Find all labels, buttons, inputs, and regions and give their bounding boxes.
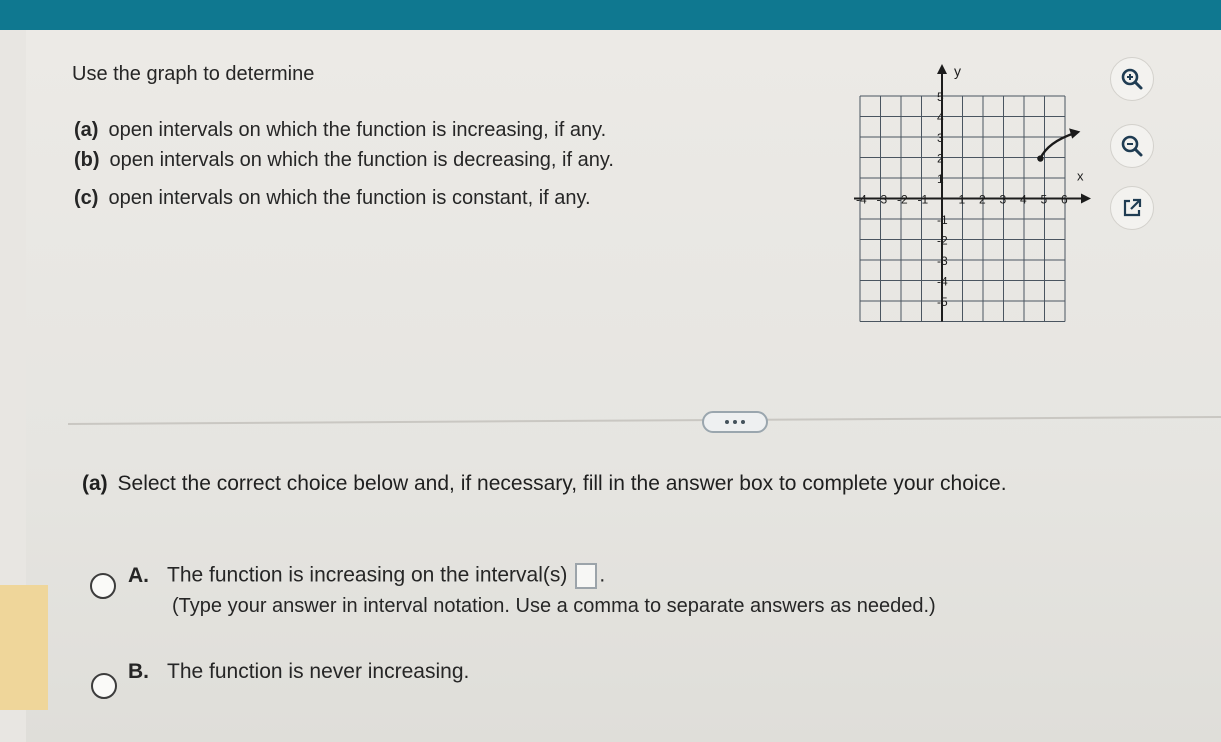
zoom-out-icon <box>1119 133 1145 159</box>
part-a-label: (a) <box>82 472 108 495</box>
option-a-note: (Type your answer in interval notation. Use a comma to separate answers as needed.) <box>172 595 936 617</box>
option-b[interactable] <box>128 660 469 684</box>
y-tick-label: 2 <box>937 151 944 166</box>
question-item-text: open intervals on which the function is decreasing, if any. <box>109 149 614 171</box>
y-tick-label: -2 <box>937 233 948 248</box>
x-tick-label: 3 <box>999 192 1007 207</box>
x-tick-label: 2 <box>979 192 986 207</box>
curve-arrow <box>1069 128 1080 138</box>
question-item-label: (b) <box>74 149 100 171</box>
question-item-text: open intervals on which the function is increasing, if any. <box>108 119 607 141</box>
y-tick-label: -3 <box>937 254 948 268</box>
question-highlight-marker <box>0 585 48 710</box>
y-tick-label: -5 <box>937 295 948 309</box>
option-a-suffix: . <box>599 563 606 587</box>
ellipsis-dot <box>741 420 745 424</box>
option-a-radio[interactable] <box>90 573 116 599</box>
external-link-icon <box>1120 196 1144 220</box>
zoom-out-button[interactable] <box>1110 124 1154 168</box>
y-axis-arrow <box>937 64 947 74</box>
x-axis-arrow <box>1081 194 1091 204</box>
popout-button[interactable] <box>1110 186 1154 230</box>
y-tick-label: -1 <box>937 213 948 227</box>
x-tick-label: -1 <box>917 192 929 207</box>
zoom-in-button[interactable] <box>1110 57 1154 101</box>
part-a-instruction <box>82 472 1007 496</box>
y-tick-label: -4 <box>937 274 948 289</box>
x-tick-label: -2 <box>897 192 908 207</box>
option-b-radio[interactable] <box>91 673 117 699</box>
function-graph <box>848 56 1098 331</box>
question-item-a <box>74 119 606 142</box>
x-tick-label: 4 <box>1020 192 1027 207</box>
ellipsis-dot <box>725 420 729 424</box>
option-b-text: The function is never increasing. <box>167 660 470 683</box>
x-axis-label: x <box>1077 168 1084 184</box>
part-a-instruction-text: Select the correct choice below and, if necessary, fill in the answer box to complete your choice. <box>117 472 1007 495</box>
y-tick-label: 3 <box>937 131 944 145</box>
top-bar <box>0 0 1221 30</box>
option-a[interactable] <box>128 563 605 589</box>
y-tick-label: 1 <box>937 172 944 186</box>
question-item-text: open intervals on which the function is constant, if any. <box>108 187 591 209</box>
question-item-c <box>74 187 591 210</box>
question-item-label: (a) <box>74 119 99 141</box>
x-tick-label: -4 <box>856 192 867 207</box>
question-item-label: (c) <box>74 187 99 209</box>
graph-axes <box>854 64 1091 322</box>
x-tick-label: 1 <box>958 192 966 207</box>
y-tick-label: 4 <box>937 110 944 125</box>
option-a-text: The function is increasing on the interval(s) <box>167 563 568 587</box>
more-button[interactable] <box>702 411 768 433</box>
question-item-b <box>74 149 614 172</box>
curve-endpoint <box>1037 155 1043 161</box>
interval-answer-input[interactable] <box>575 563 597 589</box>
zoom-in-icon <box>1119 66 1145 92</box>
x-tick-label: 6 <box>1061 192 1068 207</box>
option-a-letter: A. <box>128 563 149 587</box>
y-tick-label: 5 <box>937 90 944 104</box>
question-intro: Use the graph to determine <box>72 63 315 85</box>
graph-tick-labels <box>856 63 1084 309</box>
x-tick-label: 5 <box>1040 192 1048 207</box>
x-tick-label: -3 <box>876 192 888 207</box>
ellipsis-dot <box>733 420 737 424</box>
graph-grid <box>860 96 1065 322</box>
graph-curve <box>1037 128 1080 161</box>
y-axis-label: y <box>954 63 961 79</box>
option-b-letter: B. <box>128 660 149 683</box>
